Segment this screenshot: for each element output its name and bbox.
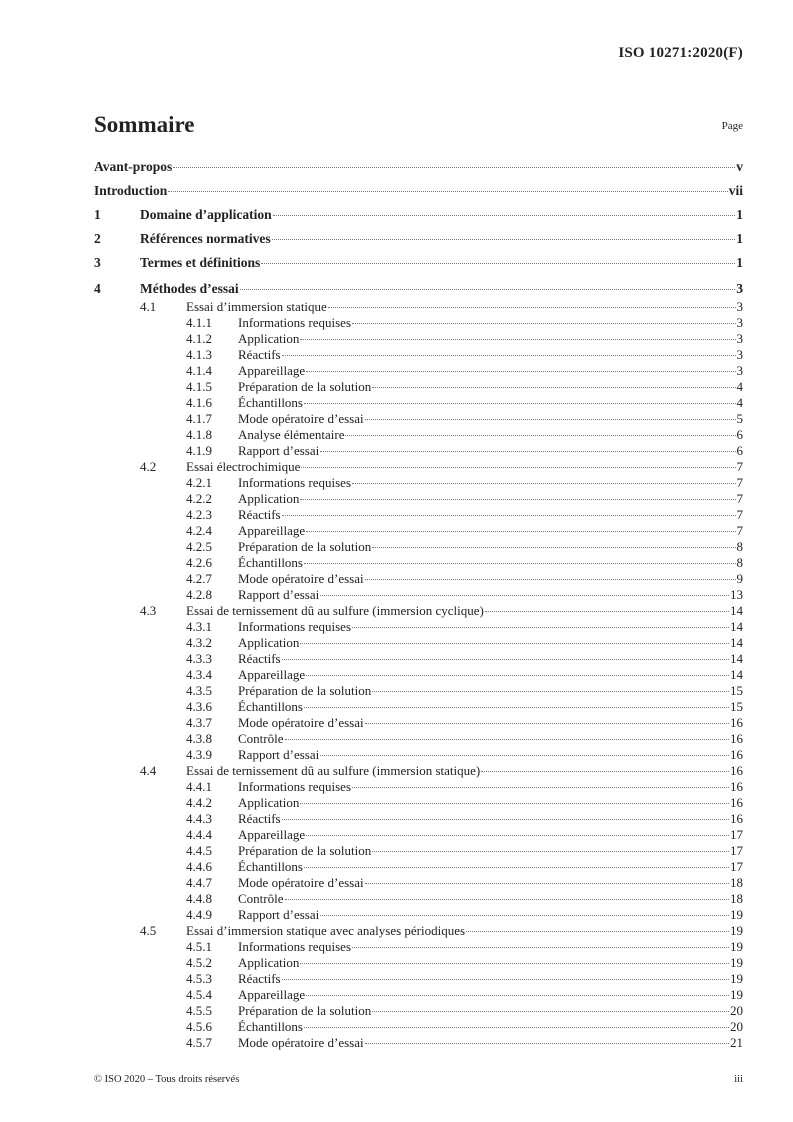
- document-id: ISO 10271:2020(F): [618, 45, 743, 61]
- toc-entry-subsection[interactable]: [94, 1019, 743, 1035]
- toc-entry-label: Préparation de la solution: [238, 379, 372, 394]
- toc-entry-page: 5: [736, 411, 743, 426]
- dot-leader: [306, 835, 729, 836]
- toc-entry-subsection[interactable]: [94, 523, 743, 539]
- toc-entry-page: 4: [736, 379, 743, 394]
- dot-leader: [282, 355, 736, 356]
- toc-entry-number: 4.5.7: [186, 1035, 212, 1050]
- dot-leader: [301, 467, 735, 468]
- toc-entry-label: Appareillage: [238, 827, 306, 842]
- toc-entry-subsection[interactable]: [94, 731, 743, 747]
- toc-entry-subsection[interactable]: [94, 875, 743, 891]
- toc-entry-subsection[interactable]: [94, 907, 743, 923]
- toc-entry-page: 16: [730, 715, 743, 730]
- toc-entry-number: 4.4.3: [186, 811, 212, 826]
- dot-leader: [304, 1027, 729, 1028]
- toc-entry-label: Échantillons: [238, 859, 303, 874]
- toc-entry-label: Essai de ternissement dû au sulfure (immersion cyclique): [186, 603, 484, 618]
- toc-entry-number: 4.3.3: [186, 651, 212, 666]
- toc-entry-page: 1: [736, 231, 743, 246]
- toc-entry-page: 14: [730, 619, 743, 634]
- toc-entry-subsection[interactable]: [94, 411, 743, 427]
- toc-entry-subsection[interactable]: [94, 1035, 743, 1051]
- toc-entry-page: 17: [730, 843, 743, 858]
- toc-entry-subsection[interactable]: [94, 827, 743, 843]
- dot-leader: [372, 851, 729, 852]
- toc-entry-subsection[interactable]: [94, 619, 743, 635]
- toc-entry-subsection[interactable]: [94, 635, 743, 651]
- toc-entry-page: 7: [736, 459, 743, 474]
- page-column-label: Page: [721, 120, 743, 132]
- toc-entry-number: 4.2.7: [186, 571, 212, 586]
- toc-entry-number: 4.4.7: [186, 875, 212, 890]
- dot-leader: [300, 803, 729, 804]
- toc-entry-subsection[interactable]: [94, 315, 743, 331]
- toc-entry-number: 4.1.8: [186, 427, 212, 442]
- toc-entry-page: 14: [730, 603, 743, 618]
- toc-entry-number: 4.1.4: [186, 363, 212, 378]
- dot-leader: [481, 771, 729, 772]
- toc-entry-number: 4.2.1: [186, 475, 212, 490]
- toc-entry-page: 13: [730, 587, 743, 602]
- toc-entry-number: 4.4: [140, 763, 157, 778]
- toc-entry-label: Mode opératoire d’essai: [238, 571, 364, 586]
- toc-entry-page: 16: [730, 763, 743, 778]
- toc-entry-page: 8: [736, 555, 743, 570]
- toc-entry-label: Préparation de la solution: [238, 1003, 372, 1018]
- toc-entry-number: 4.3.1: [186, 619, 212, 634]
- toc-entry-page: 15: [730, 699, 743, 714]
- dot-leader: [240, 289, 736, 290]
- toc-entry-label: Contrôle: [238, 731, 284, 746]
- toc-entry-subsection[interactable]: [94, 651, 743, 667]
- toc-entry-number: 1: [94, 207, 101, 222]
- toc-entry-page: 19: [730, 955, 743, 970]
- toc-entry-section[interactable]: [94, 459, 743, 475]
- toc-entry-number: 4.3.5: [186, 683, 212, 698]
- toc-entry-subsection[interactable]: [94, 443, 743, 459]
- toc-entry-number: 4.1.6: [186, 395, 212, 410]
- toc-entry-subsection[interactable]: [94, 955, 743, 971]
- toc-entry-label: Informations requises: [238, 475, 352, 490]
- toc-entry-section[interactable]: [94, 923, 743, 939]
- toc-entry-page: 7: [736, 491, 743, 506]
- toc-entry-avant-propos[interactable]: [94, 155, 743, 179]
- dot-leader: [352, 787, 729, 788]
- toc-entry-subsection[interactable]: [94, 939, 743, 955]
- toc-entry-label: Réactifs: [238, 971, 281, 986]
- toc-entry-label: Essai électrochimique: [186, 459, 301, 474]
- toc-entry-clause-3[interactable]: [94, 251, 743, 275]
- toc-entry-number: 4.1.9: [186, 443, 212, 458]
- dot-leader: [304, 563, 736, 564]
- toc-entry-label: Réactifs: [238, 651, 281, 666]
- toc-entry-number: 4.4.5: [186, 843, 212, 858]
- dot-leader: [352, 627, 729, 628]
- toc-entry-label: Réactifs: [238, 507, 281, 522]
- toc-entry-page: 14: [730, 635, 743, 650]
- dot-leader: [320, 451, 735, 452]
- toc-entry-subsection[interactable]: [94, 1003, 743, 1019]
- toc-entry-number: 4.2.3: [186, 507, 212, 522]
- toc-entry-number: 4.1.7: [186, 411, 212, 426]
- toc-entry-label: Mode opératoire d’essai: [238, 411, 364, 426]
- dot-leader: [304, 403, 736, 404]
- toc-entry-label: Échantillons: [238, 395, 303, 410]
- toc-entry-label: Rapport d’essai: [238, 747, 320, 762]
- toc-entry-label: Introduction: [94, 183, 168, 198]
- toc-entry-subsection[interactable]: [94, 699, 743, 715]
- toc-entry-page: 19: [730, 907, 743, 922]
- toc-entry-number: 4.4.1: [186, 779, 212, 794]
- dot-leader: [372, 1011, 729, 1012]
- toc-entry-label: Appareillage: [238, 523, 306, 538]
- dot-leader: [365, 883, 729, 884]
- dot-leader: [352, 947, 729, 948]
- toc-entry-number: 4.3.4: [186, 667, 212, 682]
- dot-leader: [365, 1043, 729, 1044]
- toc-entry-label: Appareillage: [238, 987, 306, 1002]
- toc-entry-page: 20: [730, 1019, 743, 1034]
- toc-entry-number: 4.5.6: [186, 1019, 212, 1034]
- toc-entry-subsection[interactable]: [94, 347, 743, 363]
- dot-leader: [365, 723, 729, 724]
- toc-entry-number: 4.2.4: [186, 523, 212, 538]
- toc-entry-page: 14: [730, 651, 743, 666]
- dot-leader: [372, 691, 729, 692]
- toc-entry-number: 4: [94, 281, 101, 296]
- toc-entry-subsection[interactable]: [94, 891, 743, 907]
- toc-entry-page: 7: [736, 475, 743, 490]
- dot-leader: [328, 307, 736, 308]
- table-of-contents: [94, 155, 743, 1051]
- dot-leader: [320, 595, 729, 596]
- toc-entry-label: Application: [238, 331, 300, 346]
- dot-leader: [365, 579, 736, 580]
- toc-entry-subsection[interactable]: [94, 683, 743, 699]
- toc-entry-label: Domaine d’application: [140, 207, 272, 222]
- toc-entry-page: 7: [736, 507, 743, 522]
- toc-entry-subsection[interactable]: [94, 491, 743, 507]
- dot-leader: [282, 979, 729, 980]
- toc-entry-number: 4.5: [140, 923, 157, 938]
- dot-leader: [345, 435, 735, 436]
- toc-entry-number: 4.2.6: [186, 555, 212, 570]
- toc-entry-page: 3: [736, 299, 743, 314]
- toc-entry-label: Informations requises: [238, 779, 352, 794]
- toc-entry-subsection[interactable]: [94, 747, 743, 763]
- toc-entry-number: 4.4.4: [186, 827, 212, 842]
- toc-entry-label: Essai d’immersion statique: [186, 299, 327, 314]
- toc-entry-number: 4.5.3: [186, 971, 212, 986]
- toc-entry-number: 4.3.2: [186, 635, 212, 650]
- toc-entry-page: 19: [730, 923, 743, 938]
- toc-entry-label: Essai de ternissement dû au sulfure (immersion statique): [186, 763, 481, 778]
- toc-entry-page: 16: [730, 779, 743, 794]
- toc-entry-page: 18: [730, 891, 743, 906]
- dot-leader: [306, 995, 729, 996]
- toc-entry-subsection[interactable]: [94, 715, 743, 731]
- toc-entry-page: vii: [728, 183, 743, 198]
- toc-entry-subsection[interactable]: [94, 331, 743, 347]
- toc-entry-number: 4.4.8: [186, 891, 212, 906]
- toc-entry-subsection[interactable]: [94, 859, 743, 875]
- toc-entry-page: 16: [730, 795, 743, 810]
- dot-leader: [282, 819, 729, 820]
- dot-leader: [352, 323, 735, 324]
- dot-leader: [168, 191, 727, 192]
- toc-entry-clause-4[interactable]: [94, 279, 743, 299]
- toc-entry-subsection[interactable]: [94, 971, 743, 987]
- toc-entry-label: Mode opératoire d’essai: [238, 1035, 364, 1050]
- dot-leader: [365, 419, 736, 420]
- toc-entry-page: v: [736, 159, 743, 174]
- dot-leader: [282, 515, 736, 516]
- dot-leader: [285, 899, 730, 900]
- toc-entry-subsection[interactable]: [94, 811, 743, 827]
- toc-entry-clause-1[interactable]: [94, 203, 743, 227]
- toc-entry-page: 7: [736, 523, 743, 538]
- toc-entry-subsection[interactable]: [94, 667, 743, 683]
- dot-leader: [300, 499, 735, 500]
- toc-entry-number: 4.1.2: [186, 331, 212, 346]
- toc-entry-label: Préparation de la solution: [238, 843, 372, 858]
- toc-entry-label: Références normatives: [140, 231, 271, 246]
- toc-entry-page: 4: [736, 395, 743, 410]
- toc-entry-number: 4.3.9: [186, 747, 212, 762]
- toc-entry-subsection[interactable]: [94, 987, 743, 1003]
- toc-entry-label: Rapport d’essai: [238, 587, 320, 602]
- dot-leader: [282, 659, 729, 660]
- toc-entry-label: Réactifs: [238, 811, 281, 826]
- toc-entry-page: 16: [730, 731, 743, 746]
- toc-entry-subsection[interactable]: [94, 427, 743, 443]
- toc-entry-label: Appareillage: [238, 363, 306, 378]
- toc-entry-page: 16: [730, 811, 743, 826]
- toc-entry-number: 4.3: [140, 603, 157, 618]
- toc-entry-page: 20: [730, 1003, 743, 1018]
- toc-entry-number: 4.5.2: [186, 955, 212, 970]
- toc-entry-number: 4.2: [140, 459, 157, 474]
- toc-entry-number: 2: [94, 231, 101, 246]
- toc-entry-number: 4.1: [140, 299, 157, 314]
- dot-leader: [306, 675, 729, 676]
- toc-entry-number: 4.5.1: [186, 939, 212, 954]
- toc-entry-subsection[interactable]: [94, 475, 743, 491]
- toc-entry-label: Avant-propos: [94, 159, 173, 174]
- toc-entry-page: 17: [730, 859, 743, 874]
- dot-leader: [320, 915, 729, 916]
- toc-entry-subsection[interactable]: [94, 795, 743, 811]
- dot-leader: [304, 707, 729, 708]
- toc-entry-number: 4.4.6: [186, 859, 212, 874]
- toc-entry-label: Contrôle: [238, 891, 284, 906]
- toc-entry-page: 6: [736, 443, 743, 458]
- toc-entry-subsection[interactable]: [94, 539, 743, 555]
- toc-entry-page: 16: [730, 747, 743, 762]
- toc-entry-page: 1: [736, 207, 743, 222]
- dot-leader: [466, 931, 729, 932]
- toc-entry-number: 4.2.5: [186, 539, 212, 554]
- toc-entry-page: 19: [730, 939, 743, 954]
- toc-entry-number: 4.3.6: [186, 699, 212, 714]
- toc-entry-page: 6: [736, 427, 743, 442]
- toc-entry-label: Échantillons: [238, 699, 303, 714]
- page-title: Sommaire: [94, 112, 195, 137]
- toc-entry-label: Appareillage: [238, 667, 306, 682]
- toc-entry-number: 4.5.4: [186, 987, 212, 1002]
- toc-entry-subsection[interactable]: [94, 571, 743, 587]
- toc-entry-label: Application: [238, 955, 300, 970]
- toc-entry-page: 14: [730, 667, 743, 682]
- toc-entry-subsection[interactable]: [94, 507, 743, 523]
- toc-entry-page: 19: [730, 987, 743, 1002]
- toc-entry-subsection[interactable]: [94, 587, 743, 603]
- dot-leader: [372, 547, 735, 548]
- toc-entry-label: Rapport d’essai: [238, 443, 320, 458]
- dot-leader: [261, 263, 735, 264]
- toc-entry-label: Application: [238, 491, 300, 506]
- toc-entry-label: Rapport d’essai: [238, 907, 320, 922]
- toc-sections: [94, 299, 743, 1051]
- toc-entry-subsection[interactable]: [94, 363, 743, 379]
- toc-entry-label: Informations requises: [238, 619, 352, 634]
- toc-entry-page: 3: [736, 347, 743, 362]
- toc-entry-number: 4.3.8: [186, 731, 212, 746]
- toc-entry-number: 4.5.5: [186, 1003, 212, 1018]
- toc-entry-label: Analyse élémentaire: [238, 427, 345, 442]
- toc-entry-page: 8: [736, 539, 743, 554]
- toc-entry-number: 4.3.7: [186, 715, 212, 730]
- toc-entry-label: Termes et définitions: [140, 255, 261, 270]
- toc-entry-page: 17: [730, 827, 743, 842]
- toc-entry-subsection[interactable]: [94, 843, 743, 859]
- toc-entry-label: Méthodes d’essai: [140, 281, 239, 296]
- toc-entry-number: 4.4.2: [186, 795, 212, 810]
- dot-leader: [285, 739, 730, 740]
- toc-entry-label: Préparation de la solution: [238, 683, 372, 698]
- toc-entry-subsection[interactable]: [94, 779, 743, 795]
- toc-entry-page: 3: [736, 331, 743, 346]
- dot-leader: [306, 371, 735, 372]
- toc-entry-label: Informations requises: [238, 315, 352, 330]
- toc-entry-clause-2[interactable]: [94, 227, 743, 251]
- toc-entry-page: 18: [730, 875, 743, 890]
- dot-leader: [372, 387, 735, 388]
- dot-leader: [352, 483, 735, 484]
- toc-entry-page: 1: [736, 255, 743, 270]
- toc-entry-section[interactable]: [94, 763, 743, 779]
- dot-leader: [273, 215, 736, 216]
- toc-entry-label: Échantillons: [238, 1019, 303, 1034]
- toc-entry-label: Mode opératoire d’essai: [238, 875, 364, 890]
- footer-copyright: © ISO 2020 – Tous droits réservés: [94, 1074, 240, 1085]
- toc-entry-page: 3: [736, 363, 743, 378]
- toc-entry-subsection[interactable]: [94, 379, 743, 395]
- toc-entry-subsection[interactable]: [94, 555, 743, 571]
- toc-entry-page: 21: [730, 1035, 743, 1050]
- dot-leader: [306, 531, 735, 532]
- toc-entry-number: 4.1.3: [186, 347, 212, 362]
- dot-leader: [272, 239, 736, 240]
- toc-entry-section[interactable]: [94, 299, 743, 315]
- toc-entry-page: 19: [730, 971, 743, 986]
- dot-leader: [300, 963, 729, 964]
- toc-entry-subsection[interactable]: [94, 395, 743, 411]
- toc-entry-number: 4.4.9: [186, 907, 212, 922]
- dot-leader: [320, 755, 729, 756]
- toc-entry-label: Préparation de la solution: [238, 539, 372, 554]
- toc-entry-number: 4.1.5: [186, 379, 212, 394]
- toc-entry-label: Application: [238, 795, 300, 810]
- toc-entry-page: 9: [736, 571, 743, 586]
- toc-entry-number: 4.2.8: [186, 587, 212, 602]
- dot-leader: [300, 339, 735, 340]
- toc-entry-section[interactable]: [94, 603, 743, 619]
- toc-entry-number: 4.1.1: [186, 315, 212, 330]
- toc-entry-label: Mode opératoire d’essai: [238, 715, 364, 730]
- toc-entry-label: Réactifs: [238, 347, 281, 362]
- toc-entry-page: 3: [736, 281, 743, 296]
- toc-entry-label: Informations requises: [238, 939, 352, 954]
- toc-entry-page: 3: [736, 315, 743, 330]
- dot-leader: [485, 611, 729, 612]
- dot-leader: [173, 167, 735, 168]
- toc-entry-number: 3: [94, 255, 101, 270]
- toc-entry-page: 15: [730, 683, 743, 698]
- dot-leader: [300, 643, 729, 644]
- toc-entry-number: 4.2.2: [186, 491, 212, 506]
- footer-page-number: iii: [734, 1074, 743, 1085]
- toc-entry-introduction[interactable]: [94, 179, 743, 203]
- toc-entry-label: Application: [238, 635, 300, 650]
- toc-entry-label: Essai d’immersion statique avec analyses périodiques: [186, 923, 466, 938]
- dot-leader: [304, 867, 729, 868]
- toc-entry-label: Échantillons: [238, 555, 303, 570]
